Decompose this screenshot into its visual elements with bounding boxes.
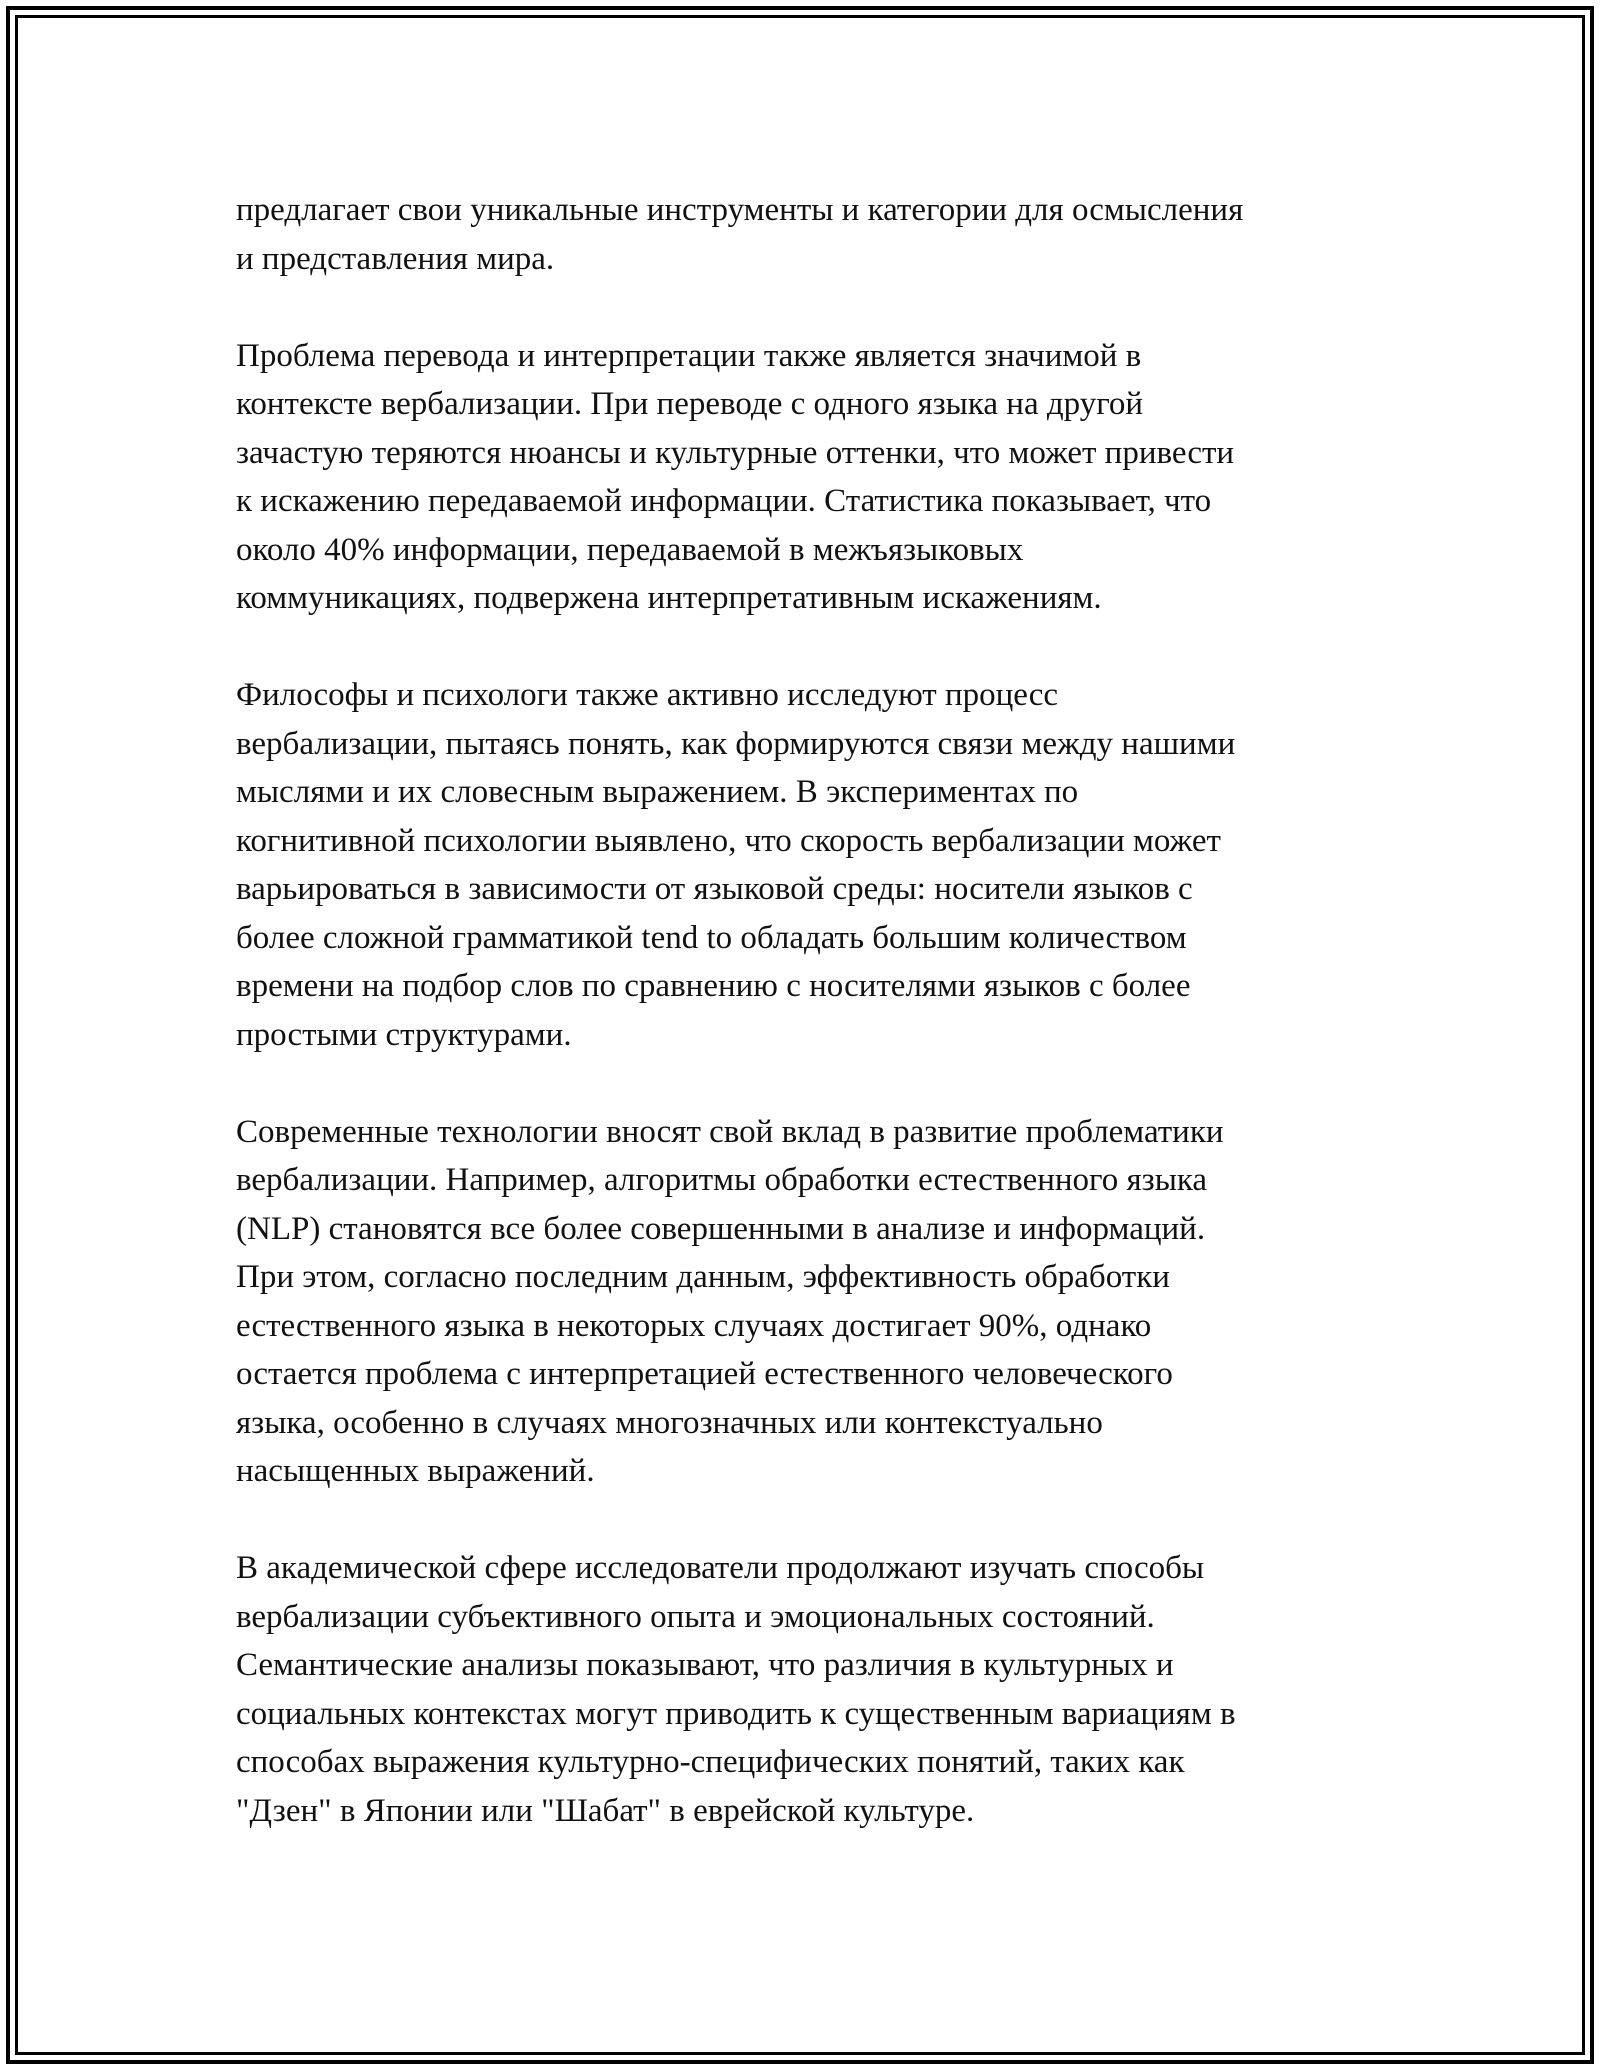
paragraph: Философы и психологи также активно исследуют процесс вербализации, пытаясь понять, как формируются связи между нашими мыслями и их словесным выражением. В экспериментах по когнитивной психологии выявлено, что скорость вербализации может варьироваться в зависимости от языковой среды: носители языков с более сложной грамматикой tend to обладать большим количеством времени на подбор слов по сравнению с носителями языков с более простыми структурами. xyxy=(236,677,1236,1053)
paragraph: Проблема перевода и интерпретации также является значимой в контексте вербализации. При переводе с одного языка на другой зачастую теряются нюансы и культурные оттенки, что может привести к искажению передаваемой информации. Статистика показывает, что около 40% информации, передаваемой в межъязыковых коммуникациях, подвержена интерпретативным искажениям. xyxy=(236,337,1235,616)
paragraph: Современные технологии вносят свой вклад в развитие проблематики вербализации. Например, алгоритмы обработки естественного языка (NLP) становятся все более совершенными в анализе и информаций. При этом, согласно последним данным, эффективность обработки естественного языка в некоторых случаях достигает 90%, однако остается проблема с интерпретацией естественного человеческого языка, особенно в случаях многозначных или контекстуально насыщенных выражений. xyxy=(236,1113,1224,1489)
document-body xyxy=(236,186,1386,1884)
paragraph: предлагает свои уникальные инструменты и категории для осмысления и представления мира. xyxy=(236,192,1244,277)
paragraph: В академической сфере исследователи продолжают изучать способы вербализации субъективного опыта и эмоциональных состояний. Семантические анализы показывают, что различия в культурных и социальных контекстах могут приводить к существенным вариациям в способах выражения культурно-специфических понятий, таких как "Дзен" в Японии или "Шабат" в еврейской культуре. xyxy=(236,1550,1236,1829)
